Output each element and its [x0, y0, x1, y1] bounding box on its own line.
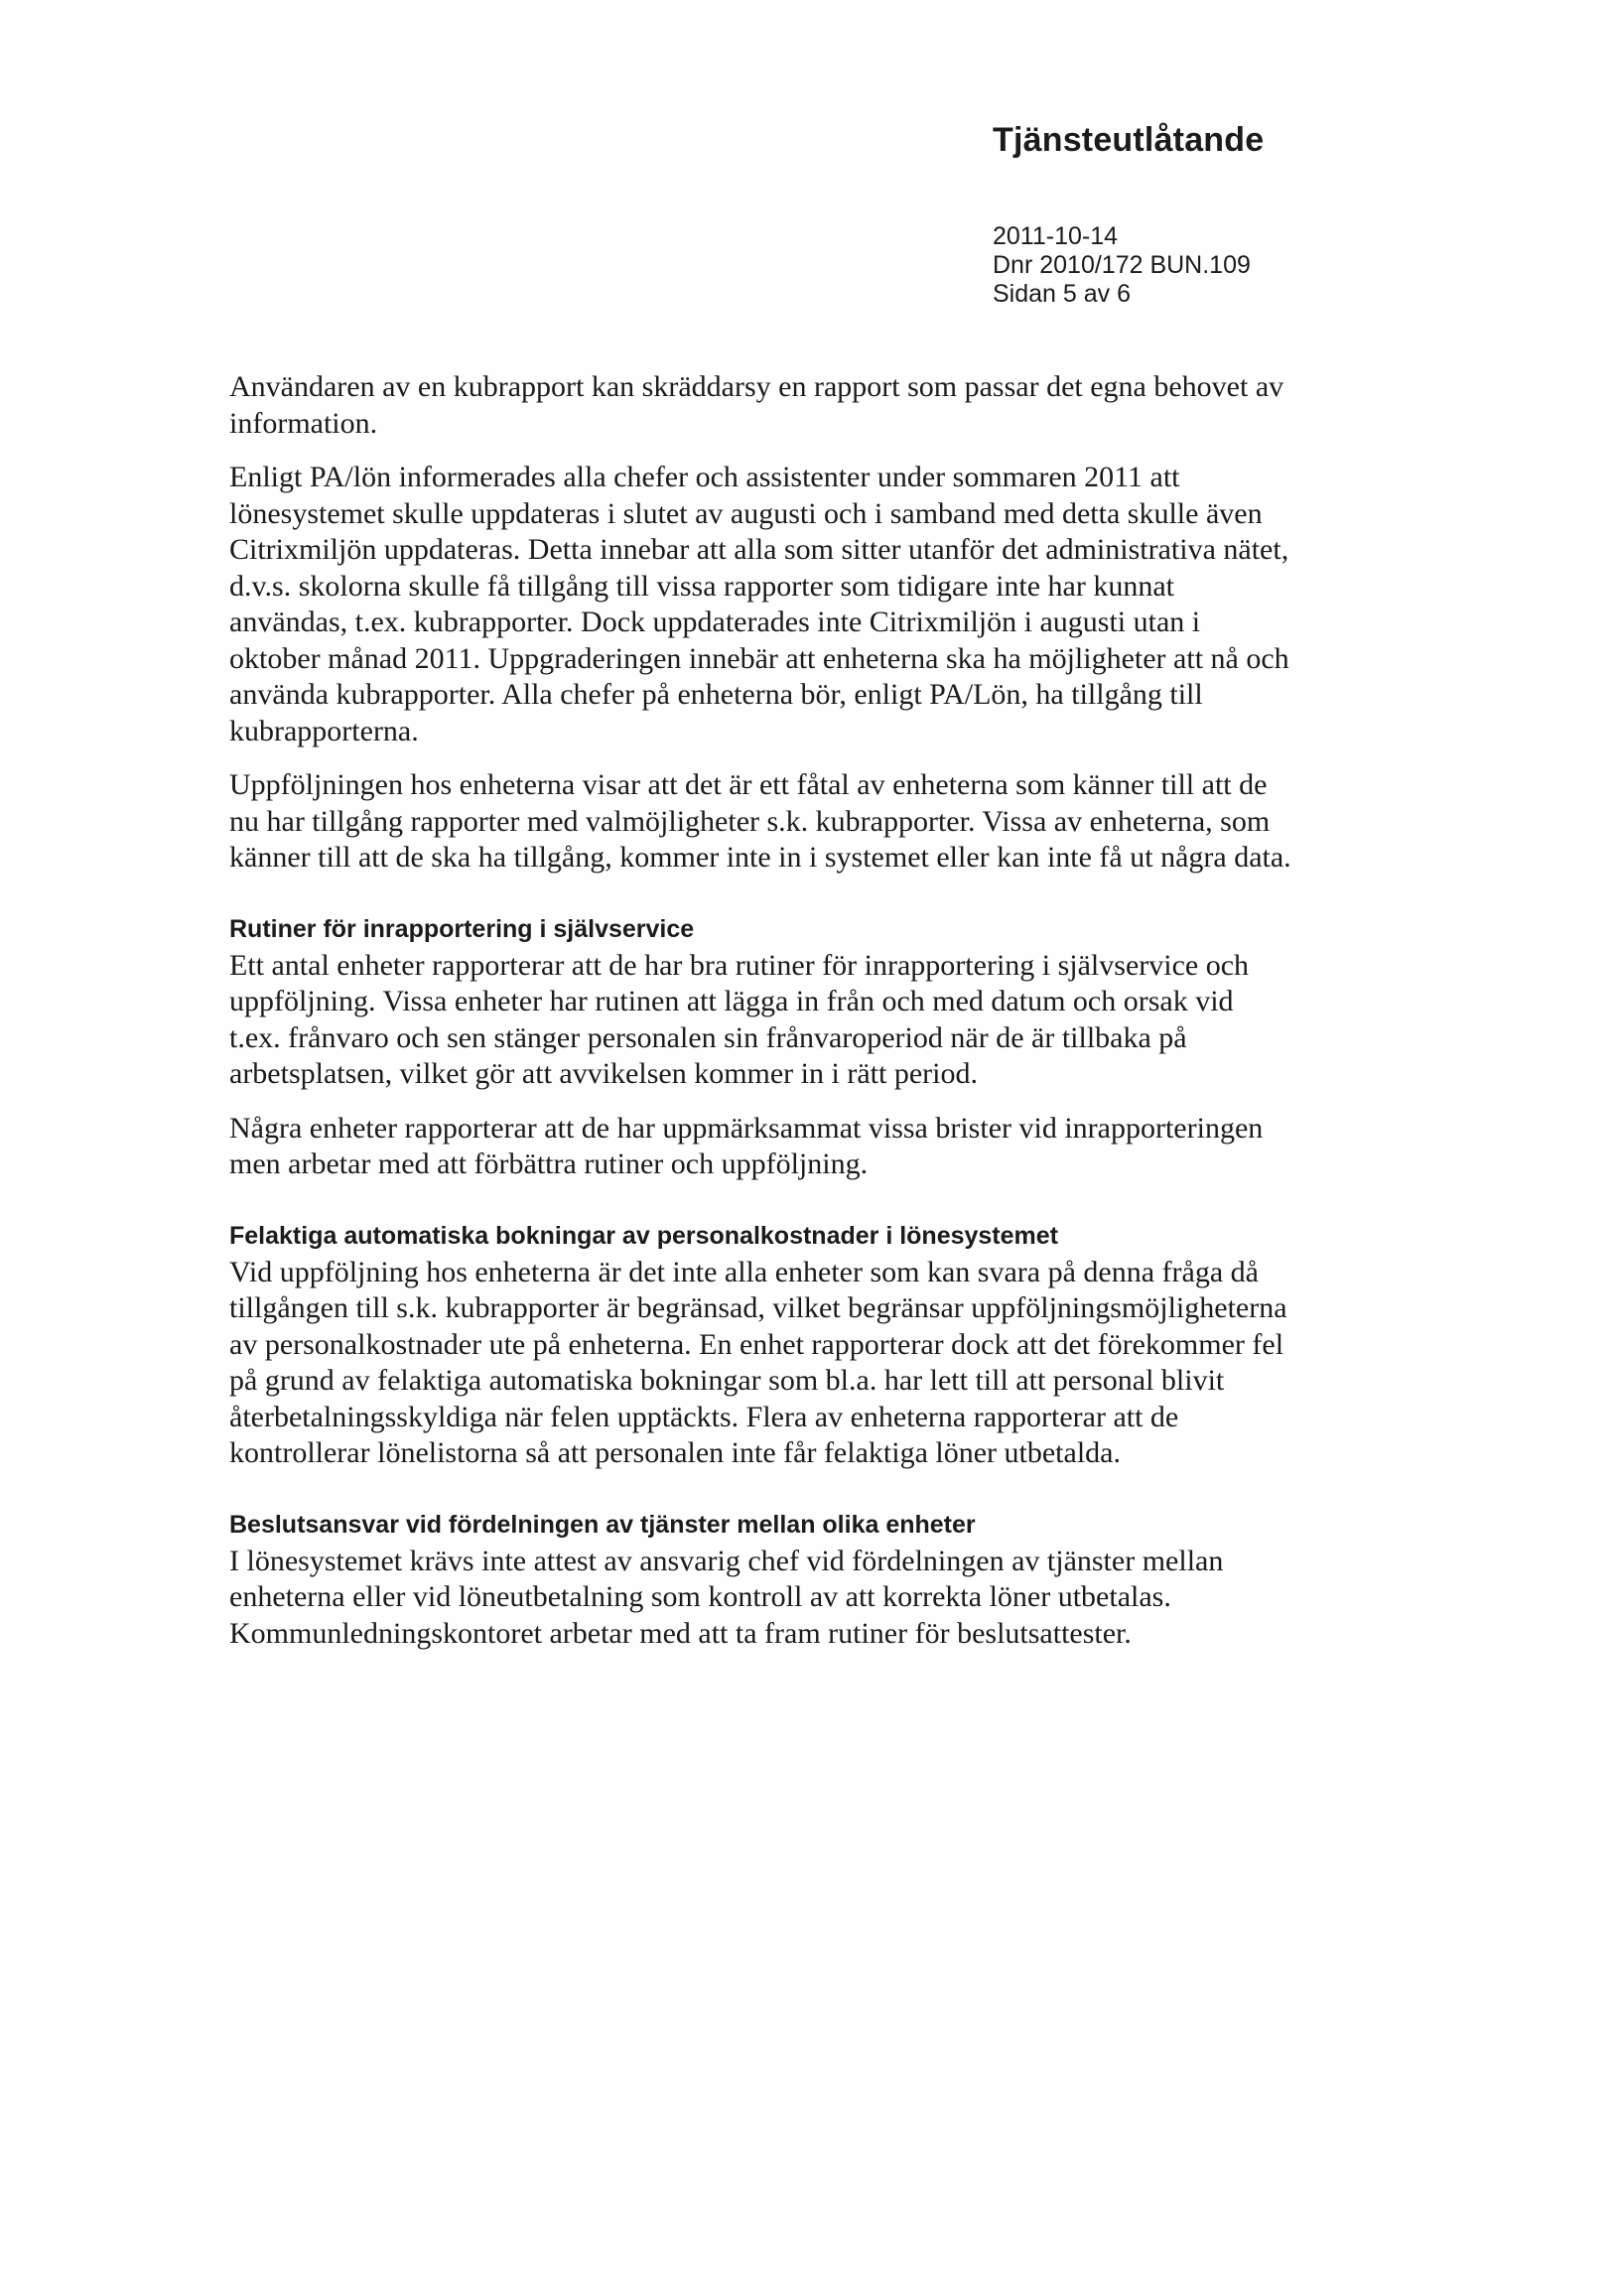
paragraph-self-service-routines: Ett antal enheter rapporterar att de har bra rutiner för inrapportering i självservice och uppföljning. Vissa enheter har rutinen att lägga in från och med datum och orsak vid t.ex. frånvaro och sen stänger personalen sin frånvaroperiod när de är tillbaka på arbetsplatsen, vilket gör att avvikelsen kommer in i rätt period.: [229, 948, 1250, 1090]
document-date: 2011-10-14: [993, 222, 1119, 250]
paragraph-incorrect-bookings: Vid uppföljning hos enheterna är det inte alla enheter som kan svara på denna fråga då tillgången till s.k. kubrapporter är begränsad, vilket begränsar uppföljningsmöjligheterna av personalkostnader ute på enheterna. En enhet rapporterar dock att det förekommer fel på grund av felaktiga automatiska bokningar som bl.a. har lett till att personal blivit återbetalningsskyldiga när felen upptäckts. Flera av enheterna rapporterar att de kontrollerar lönelistorna så att personalen inte får felaktiga löner utbetalda.: [229, 1255, 1287, 1469]
paragraph-followup-units: Uppföljningen hos enheterna visar att det är ett fåtal av enheterna som känner till att de nu har tillgång rapporter med valmöjligheter s.k. kubrapporter. Vissa av enheterna, som känner till att de ska ha tillgång, kommer inte in i systemet eller kan inte få ut några data.: [229, 768, 1291, 874]
paragraph-palon-update: Enligt PA/lön informerades alla chefer och assistenter under sommaren 2011 att lönesystemet skulle uppdateras i slutet av augusti och i samband med detta skulle även Citrixmiljön uppdateras. Detta innebar att alla som sitter utanför det administrativa nätet, d.v.s. skolorna skulle få tillgång till vissa rapporter som tidigare inte har kunnat användas, t.ex. kubrapporter. Dock uppdaterades inte Citrixmiljön i augusti utan i oktober månad 2011. Uppgraderingen innebär att enheterna ska ha möjligheter att nå och använda kubrapporter. Alla chefer på enheterna bör, enligt PA/Lön, ha tillgång till kubrapporterna.: [229, 461, 1289, 747]
document-reference-number: Dnr 2010/172 BUN.109: [993, 251, 1251, 279]
document-type-title: Tjänsteutlåtande: [993, 121, 1265, 159]
heading-self-service-routines: Rutiner för inrapportering i självservice: [229, 914, 695, 943]
page-number: Sidan 5 av 6: [993, 280, 1131, 308]
heading-decision-responsibility: Beslutsansvar vid fördelningen av tjänster mellan olika enheter: [229, 1510, 976, 1539]
paragraph-decision-responsibility: I lönesystemet krävs inte attest av ansvarig chef vid fördelningen av tjänster mellan enheterna eller vid löneutbetalning som kontroll av att korrekta löner utbetalas. Kommunledningskontoret arbetar med att ta fram rutiner för beslutsattester.: [229, 1544, 1224, 1650]
document-body: [229, 369, 1291, 1652]
paragraph-kubrapport-intro: Användaren av en kubrapport kan skräddarsy en rapport som passar det egna behovet av information.: [229, 370, 1284, 440]
heading-incorrect-bookings: Felaktiga automatiska bokningar av personalkostnader i lönesystemet: [229, 1221, 1058, 1250]
document-meta: [993, 222, 1251, 309]
paragraph-reporting-deficiencies: Några enheter rapporterar att de har uppmärksammat vissa brister vid inrapporteringen men arbetar med att förbättra rutiner och uppföljning.: [229, 1111, 1264, 1180]
